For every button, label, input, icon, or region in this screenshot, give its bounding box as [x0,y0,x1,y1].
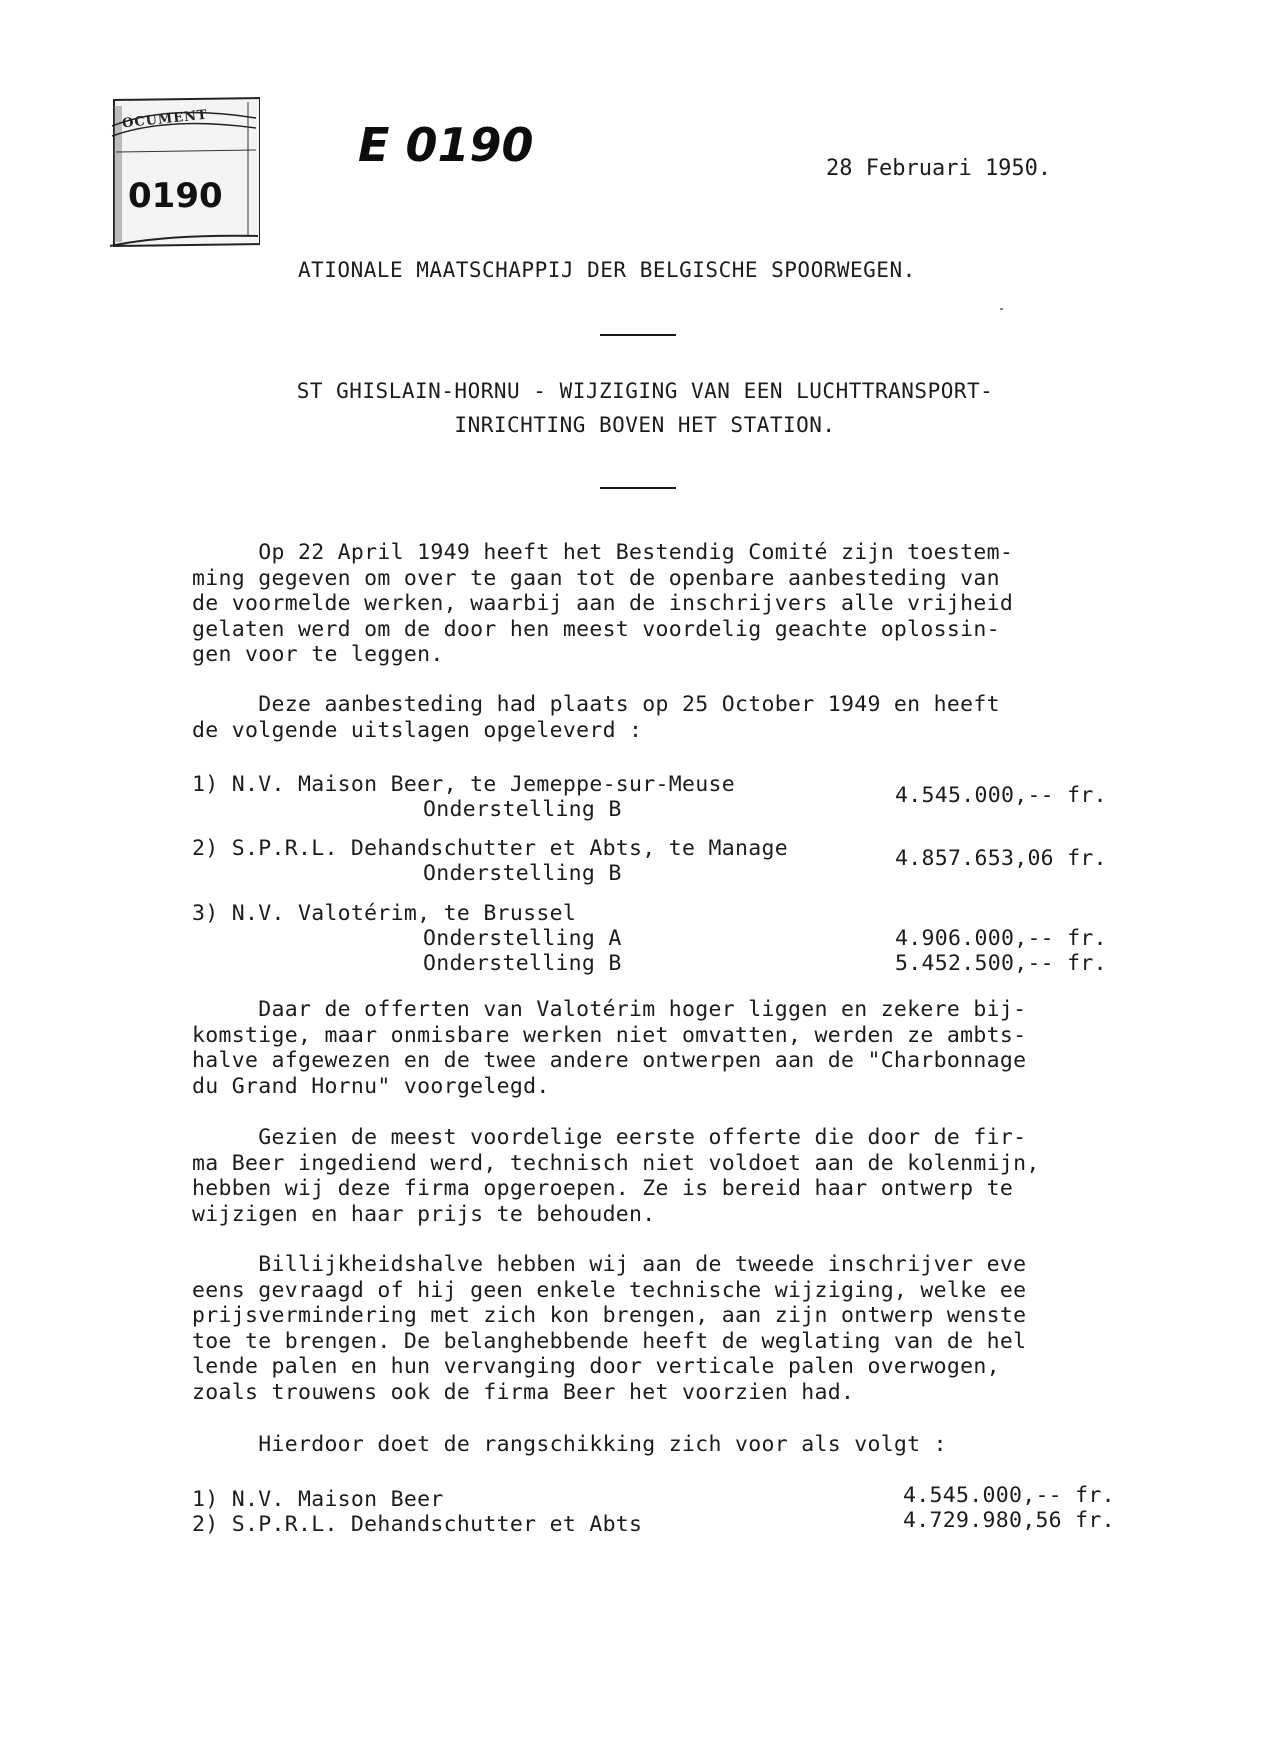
bid-3-option-b-amount: 5.452.500,-- fr. [895,951,1107,976]
organization-heading: ATIONALE MAATSCHAPPIJ DER BELGISCHE SPOORWEGEN. [298,258,916,282]
divider-bottom [600,487,676,489]
bid-3-option-b-label: Onderstelling B [423,951,622,976]
paragraph-tender: Deze aanbesteding had plaats op 25 October 1949 en heeft de volgende uitslagen opgeleverd : [192,692,1000,743]
document-date: 28 Februari 1950. [826,156,1052,181]
bid-2-amount: 4.857.653,06 fr. [895,846,1107,871]
bid-3-option-a-label: Onderstelling A [423,926,622,951]
stamp-label: OCUMENT [121,107,209,132]
divider-top [600,334,676,336]
bid-1-amount: 4.545.000,-- fr. [895,783,1107,808]
subject-line-2: INRICHTING BOVEN HET STATION. [454,413,836,437]
ranking-1-amount: 4.545.000,-- fr. [903,1483,1115,1508]
bid-2-name: 2) S.P.R.L. Dehandschutter et Abts, te Manage [192,836,788,861]
stamp-number: 0190 [128,176,223,216]
paragraph-approval: Op 22 April 1949 heeft het Bestendig Comité zijn toestem- ming gegeven om over te gaan tot de openbare aanbesteding van de voormelde werken, waarbij aan de inschrijvers alle vrijheid gelaten werd om de door hen meest voordelig geachte oplossin- gen voor te leggen. [192,540,1014,667]
bid-3-option-a-amount: 4.906.000,-- fr. [895,926,1107,951]
subject-heading [220,374,1070,442]
stray-mark [1000,308,1003,310]
ranking-2-name: 2) S.P.R.L. Dehandschutter et Abts [192,1512,643,1537]
bid-1-option-label: Onderstelling B [423,797,622,822]
ranking-1-name: 1) N.V. Maison Beer [192,1487,444,1512]
bid-1-name: 1) N.V. Maison Beer, te Jemeppe-sur-Meuse [192,772,736,797]
paragraph-second-bidder: Billijkheidshalve hebben wij aan de tweede inschrijver eve eens gevraagd of hij geen enkele technische wijziging, welke ee prijsvermindering met zich kon brengen, aan zijn ontwerp wenste toe te brengen. De belanghebbende heeft de weglating van de hel lende palen en hun vervanging door verticale palen overwogen, zoals trouwens ook de firma Beer het voorzien had. [192,1252,1027,1405]
subject-line-1: ST GHISLAIN-HORNU - WIJZIGING VAN EEN LUCHTTRANSPORT- [296,379,994,403]
paragraph-rejection: Daar de offerten van Valotérim hoger liggen en zekere bij- komstige, maar onmisbare werken niet omvatten, werden ze ambts- halve afgewezen en de twee andere ontwerpen aan de "Charbonnage du Grand Hornu" voorgelegd. [192,997,1027,1099]
paragraph-beer-offer: Gezien de meest voordelige eerste offerte die door de fir- ma Beer ingediend werd, technisch niet voldoet aan de kolenmijn, hebben wij deze firma opgeroepen. Ze is bereid haar ontwerp te wijzigen en haar prijs te behouden. [192,1125,1040,1227]
ranking-2-amount: 4.729.980,56 fr. [903,1508,1115,1533]
bid-2-option-label: Onderstelling B [423,861,622,886]
bid-3-name: 3) N.V. Valotérim, te Brussel [192,901,577,926]
document-code: E 0190 [358,118,534,172]
paragraph-ranking-intro: Hierdoor doet de rangschikking zich voor als volgt : [192,1432,947,1457]
document-stamp [108,96,260,252]
